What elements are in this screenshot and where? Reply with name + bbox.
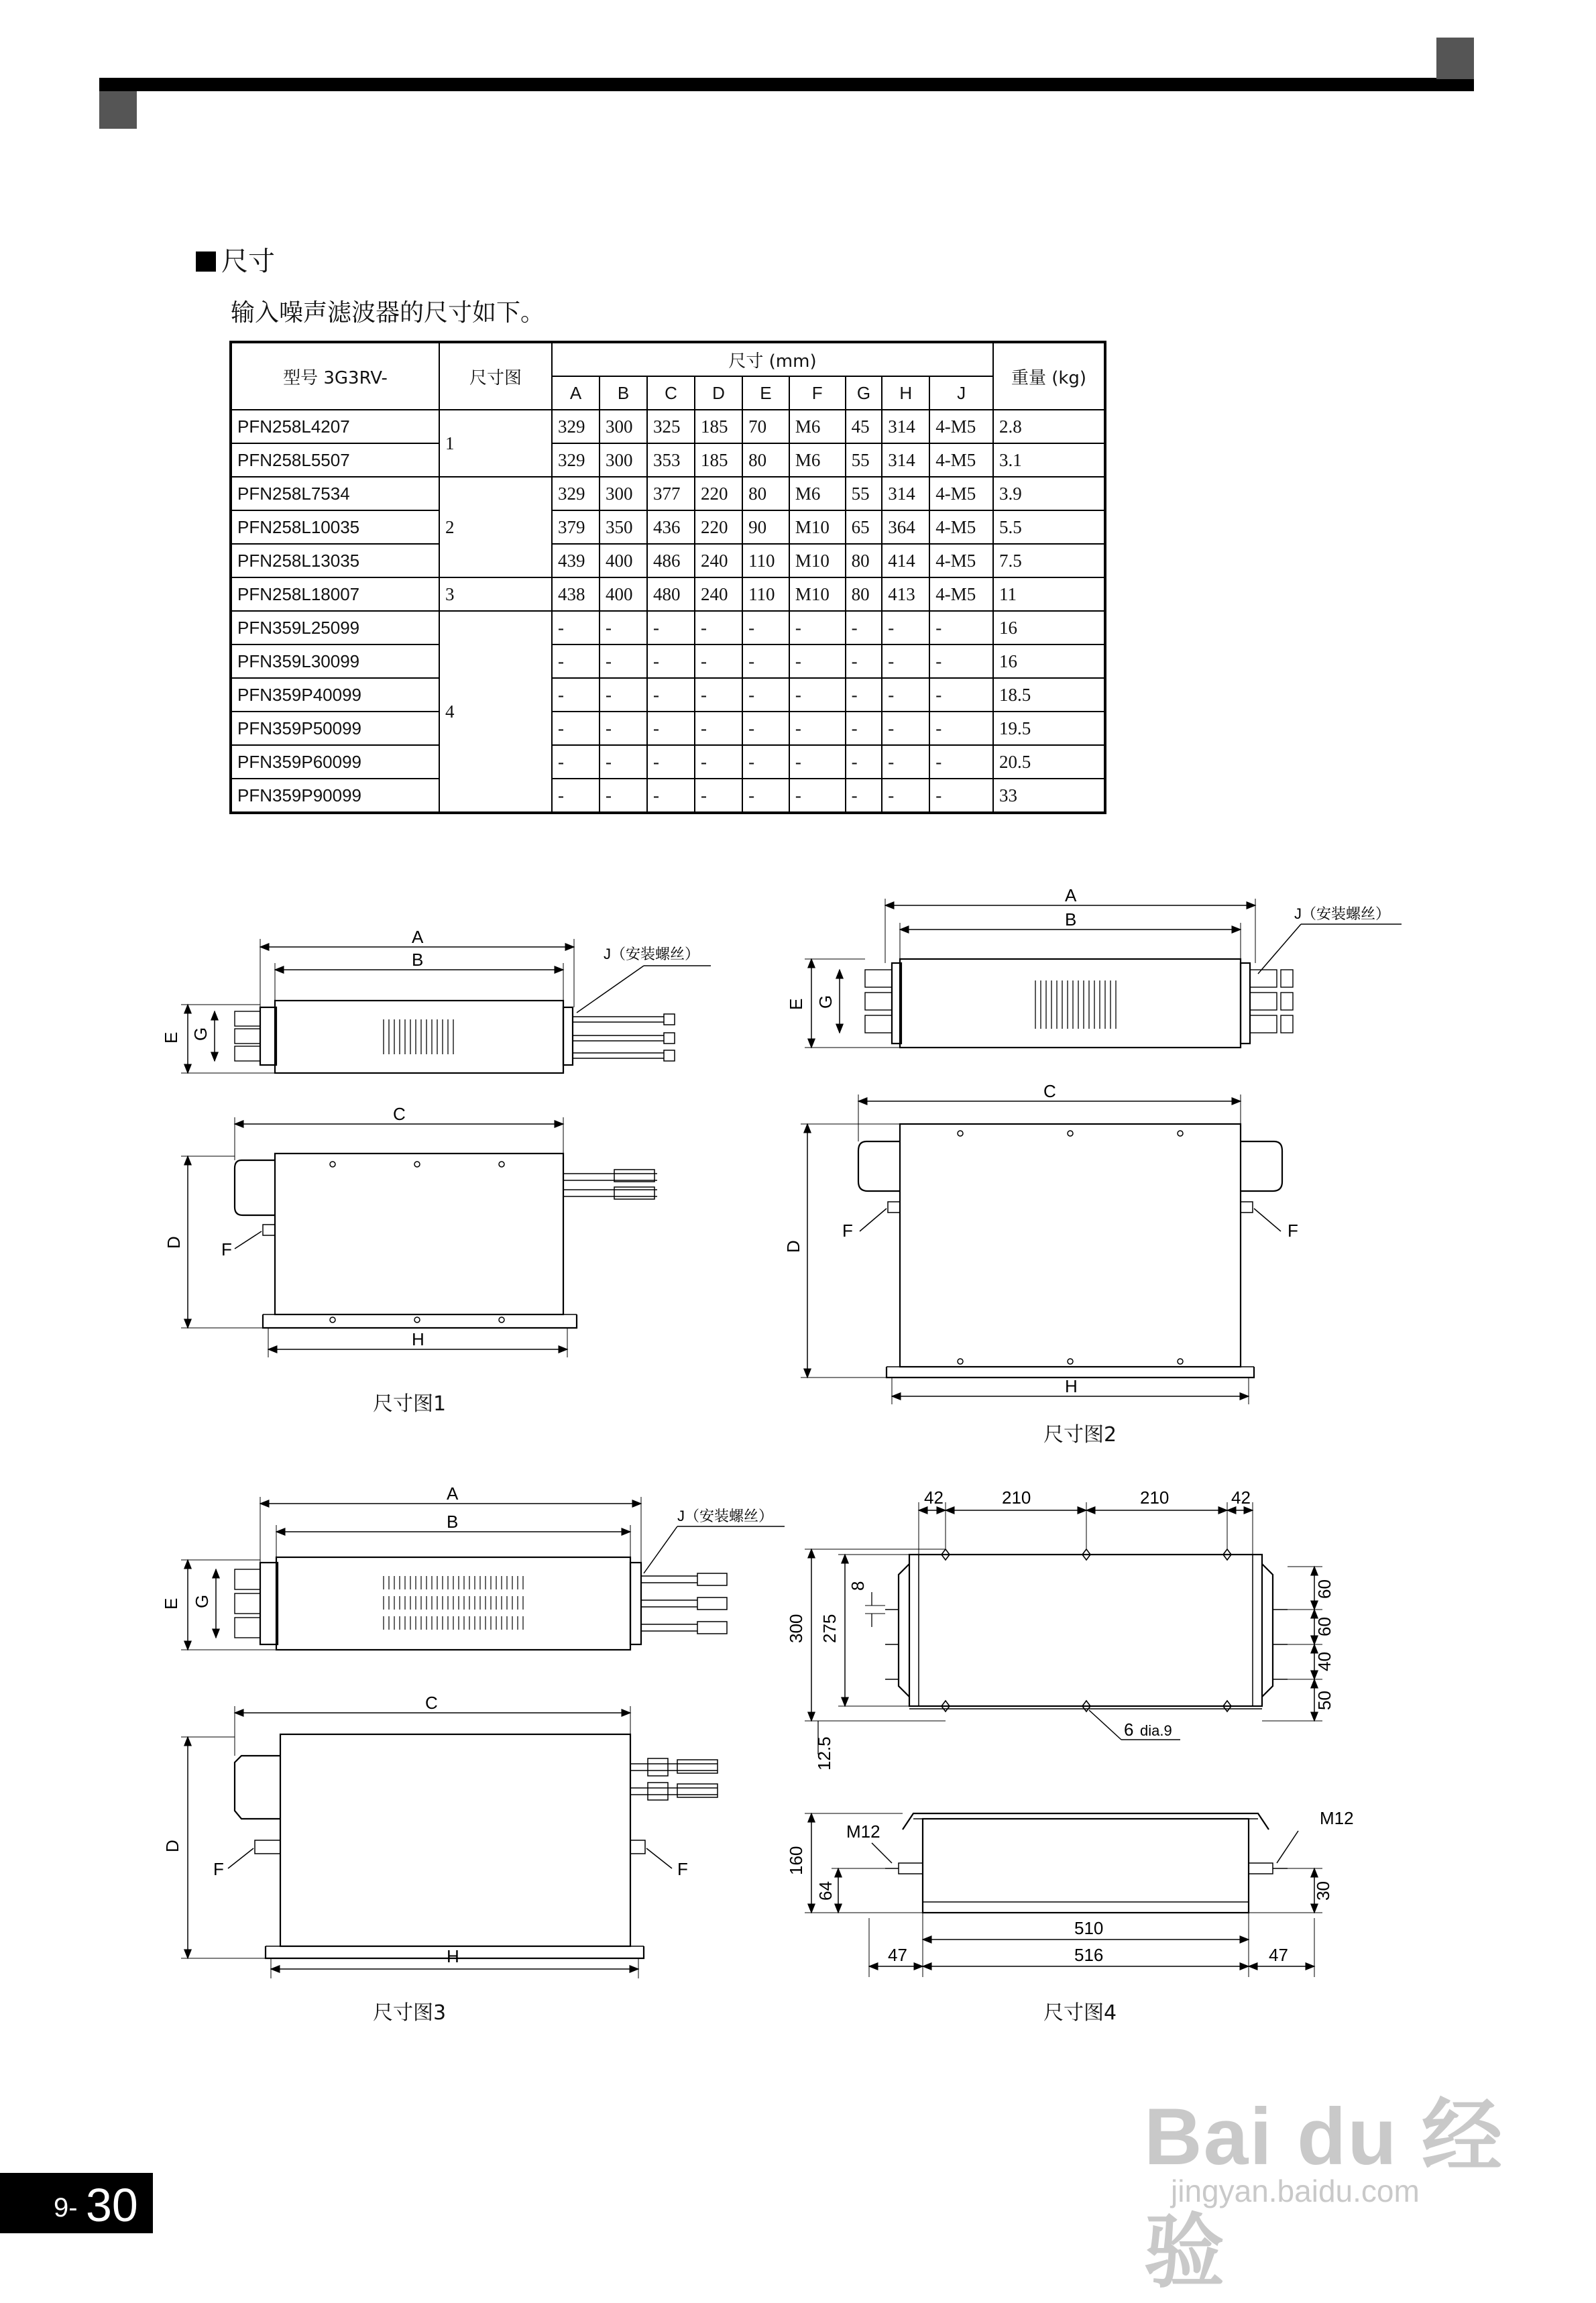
fig1-mount-screw: J（安装螺丝） [604, 946, 700, 962]
dim-cell-d: 240 [695, 544, 742, 577]
dim-cell-e: - [742, 611, 789, 644]
dim-cell-g: 80 [846, 577, 882, 611]
dim-cell-b: - [600, 644, 647, 678]
dim-cell-d: 185 [695, 410, 742, 443]
dim-cell-a: 438 [552, 577, 600, 611]
dim-cell-f: M6 [789, 410, 846, 443]
dim-cell-f: - [789, 712, 846, 745]
dim-cell-c: - [647, 678, 695, 712]
dim-cell-h: 364 [882, 510, 929, 544]
dim-cell-g: 55 [846, 443, 882, 477]
dim-cell-f: - [789, 611, 846, 644]
fig3-label-b: B [447, 1512, 459, 1532]
fig4-dim-64: 64 [815, 1881, 836, 1901]
model-cell: PFN359P40099 [231, 678, 439, 712]
fig4-dim-12-5: 12.5 [814, 1736, 834, 1771]
dim-cell-a: 329 [552, 443, 600, 477]
fig3-label-h: H [447, 1946, 459, 1966]
dim-cell-b: - [600, 611, 647, 644]
dim-cell-f: M10 [789, 510, 846, 544]
intro-text: 输入噪声滤波器的尺寸如下。 [231, 299, 545, 327]
dim-cell-c: 436 [647, 510, 695, 544]
header-col-f: F [789, 376, 846, 410]
model-cell: PFN359L30099 [231, 644, 439, 678]
fig2-label-a: A [1065, 885, 1077, 905]
dim-cell-b: - [600, 779, 647, 813]
dim-cell-e: 90 [742, 510, 789, 544]
weight-cell: 3.1 [993, 443, 1105, 477]
fig4-dim-210-right: 210 [1140, 1487, 1170, 1508]
dim-cell-a: 439 [552, 544, 600, 577]
header-fig: 尺寸图 [439, 342, 552, 410]
dim-cell-j: - [929, 712, 993, 745]
fig4-dim-30: 30 [1313, 1881, 1333, 1901]
model-cell: PFN359P50099 [231, 712, 439, 745]
dim-cell-a: - [552, 712, 600, 745]
dim-cell-j: - [929, 611, 993, 644]
dim-cell-e: - [742, 745, 789, 779]
fig1-label-b: B [412, 950, 424, 970]
dim-cell-g: - [846, 745, 882, 779]
watermark-url: jingyan.baidu.com [1171, 2174, 1420, 2208]
header-col-b: B [600, 376, 647, 410]
fig4-dim-160: 160 [786, 1846, 806, 1875]
fig4-dim-275: 275 [819, 1614, 840, 1643]
dim-cell-d: - [695, 644, 742, 678]
dim-cell-h: 314 [882, 443, 929, 477]
header-col-j: J [929, 376, 993, 410]
dim-cell-e: 70 [742, 410, 789, 443]
model-cell: PFN258L10035 [231, 510, 439, 544]
weight-cell: 20.5 [993, 745, 1105, 779]
fig-cell: 3 [439, 577, 552, 611]
dim-cell-f: M6 [789, 443, 846, 477]
fig3-label-d: D [162, 1840, 182, 1852]
weight-cell: 16 [993, 644, 1105, 678]
fig4-dim-510: 510 [1074, 1918, 1104, 1938]
dim-cell-f: M10 [789, 577, 846, 611]
dim-cell-b: 300 [600, 443, 647, 477]
dim-cell-j: - [929, 779, 993, 813]
header-col-h: H [882, 376, 929, 410]
dim-cell-h: - [882, 779, 929, 813]
fig3-front-view [181, 1706, 718, 1978]
fig4-dim-47-right: 47 [1269, 1945, 1288, 1965]
fig1-label-d: D [164, 1236, 184, 1249]
dim-cell-j: - [929, 745, 993, 779]
section-title: 尺寸 [196, 240, 275, 278]
weight-cell: 3.9 [993, 477, 1105, 510]
fig4-dim-210-left: 210 [1002, 1487, 1031, 1508]
dim-cell-a: - [552, 644, 600, 678]
dim-cell-g: - [846, 678, 882, 712]
fig2-label-e: E [786, 998, 806, 1010]
dim-cell-a: - [552, 779, 600, 813]
dim-cell-j: 4-M5 [929, 443, 993, 477]
header-col-a: A [552, 376, 600, 410]
fig2-label-b: B [1065, 909, 1077, 930]
dim-cell-f: M6 [789, 477, 846, 510]
model-cell: PFN258L18007 [231, 577, 439, 611]
fig4-hole-dia: dia.9 [1140, 1722, 1172, 1739]
dim-cell-h: 314 [882, 477, 929, 510]
dim-cell-e: 80 [742, 477, 789, 510]
fig4-dim-60-b: 60 [1314, 1617, 1334, 1636]
dim-cell-e: 110 [742, 544, 789, 577]
dim-cell-b: - [600, 745, 647, 779]
fig2-mount-screw: J（安装螺丝） [1294, 905, 1391, 922]
dim-cell-a: - [552, 745, 600, 779]
dim-cell-g: - [846, 779, 882, 813]
fig4-dim-60-a: 60 [1314, 1579, 1334, 1599]
model-cell: PFN258L4207 [231, 410, 439, 443]
fig1-label-g: G [190, 1027, 211, 1041]
page-number-prefix: 9- [54, 2193, 78, 2223]
fig3-label-g: G [192, 1594, 212, 1608]
header-col-d: D [695, 376, 742, 410]
fig1-label-e: E [161, 1031, 181, 1044]
dim-cell-c: - [647, 712, 695, 745]
fig1-label-f: F [221, 1239, 232, 1259]
weight-cell: 33 [993, 779, 1105, 813]
dim-cell-a: 329 [552, 410, 600, 443]
dim-cell-e: - [742, 779, 789, 813]
fig3-label-f-right: F [677, 1859, 688, 1879]
dim-cell-e: - [742, 712, 789, 745]
dim-cell-g: 80 [846, 544, 882, 577]
dim-cell-c: 480 [647, 577, 695, 611]
header-dims: 尺寸 (mm) [552, 342, 993, 376]
dim-cell-d: 240 [695, 577, 742, 611]
dim-cell-h: - [882, 712, 929, 745]
dim-cell-j: 4-M5 [929, 577, 993, 611]
model-cell: PFN258L13035 [231, 544, 439, 577]
header-col-e: E [742, 376, 789, 410]
fig2-label-h: H [1065, 1376, 1078, 1396]
page-number [0, 2173, 153, 2233]
dim-cell-h: - [882, 678, 929, 712]
fig2-front-view [801, 1094, 1282, 1404]
fig4-dim-42-left: 42 [924, 1487, 944, 1508]
dim-cell-f: - [789, 779, 846, 813]
header-col-c: C [647, 376, 695, 410]
dim-cell-e: - [742, 678, 789, 712]
fig4-dim-516: 516 [1074, 1945, 1104, 1965]
fig4-caption: 尺寸图4 [1043, 2001, 1117, 2025]
dim-cell-b: - [600, 712, 647, 745]
dim-cell-h: 314 [882, 410, 929, 443]
weight-cell: 7.5 [993, 544, 1105, 577]
header-model: 型号 3G3RV- [231, 342, 439, 410]
page-number-value: 30 [86, 2179, 138, 2231]
dim-cell-c: 325 [647, 410, 695, 443]
dim-cell-c: - [647, 644, 695, 678]
dim-cell-h: - [882, 611, 929, 644]
fig1-front-view [181, 1117, 657, 1357]
fig4-side-view [805, 1813, 1322, 1977]
dim-cell-f: - [789, 678, 846, 712]
fig4-dim-42-right: 42 [1231, 1487, 1251, 1508]
header-weight: 重量 (kg) [993, 342, 1105, 410]
dim-cell-e: 80 [742, 443, 789, 477]
dim-cell-j: 4-M5 [929, 544, 993, 577]
dim-cell-b: - [600, 678, 647, 712]
fig1-label-c: C [393, 1104, 406, 1124]
fig4-m12-right: M12 [1320, 1808, 1354, 1828]
model-cell: PFN359P90099 [231, 779, 439, 813]
dim-cell-a: 379 [552, 510, 600, 544]
dim-cell-d: - [695, 745, 742, 779]
fig4-dim-47-left: 47 [888, 1945, 907, 1965]
fig2-label-c: C [1043, 1081, 1056, 1101]
dim-cell-h: 413 [882, 577, 929, 611]
dim-cell-g: 65 [846, 510, 882, 544]
fig1-label-a: A [412, 927, 424, 947]
dim-cell-j: 4-M5 [929, 410, 993, 443]
dim-cell-c: 353 [647, 443, 695, 477]
dim-cell-j: 4-M5 [929, 477, 993, 510]
dim-cell-c: - [647, 779, 695, 813]
dim-cell-d: 220 [695, 510, 742, 544]
model-cell: PFN359P60099 [231, 745, 439, 779]
weight-cell: 19.5 [993, 712, 1105, 745]
dim-cell-c: 486 [647, 544, 695, 577]
fig4-dim-40: 40 [1314, 1652, 1334, 1671]
dim-cell-g: - [846, 712, 882, 745]
dim-cell-e: 110 [742, 577, 789, 611]
fig-cell: 2 [439, 477, 552, 577]
header-col-g: G [846, 376, 882, 410]
dim-cell-e: - [742, 644, 789, 678]
dim-cell-a: - [552, 611, 600, 644]
dim-cell-g: - [846, 611, 882, 644]
fig4-top-view [805, 1502, 1596, 1754]
dim-cell-c: - [647, 745, 695, 779]
dim-cell-d: - [695, 712, 742, 745]
dim-cell-f: M10 [789, 544, 846, 577]
dim-cell-b: 350 [600, 510, 647, 544]
dim-cell-c: - [647, 611, 695, 644]
fig3-label-f-left: F [213, 1859, 224, 1879]
watermark-brand: Bai du 经验 [1144, 2092, 1504, 2297]
fig4-m12-left: M12 [846, 1821, 880, 1842]
fig3-label-a: A [447, 1483, 459, 1504]
dim-cell-b: 300 [600, 410, 647, 443]
weight-cell: 11 [993, 577, 1105, 611]
dim-cell-h: - [882, 745, 929, 779]
fig1-caption: 尺寸图1 [373, 1392, 447, 1416]
dim-cell-d: - [695, 678, 742, 712]
model-cell: PFN258L5507 [231, 443, 439, 477]
fig2-label-d: D [783, 1240, 803, 1253]
model-cell: PFN258L7534 [231, 477, 439, 510]
fig4-dim-8: 8 [848, 1581, 868, 1591]
dim-cell-d: 185 [695, 443, 742, 477]
weight-cell: 18.5 [993, 678, 1105, 712]
dim-cell-g: - [846, 644, 882, 678]
model-cell: PFN359L25099 [231, 611, 439, 644]
dim-cell-g: 45 [846, 410, 882, 443]
dim-cell-f: - [789, 644, 846, 678]
fig-cell: 4 [439, 611, 552, 813]
dim-cell-d: - [695, 611, 742, 644]
fig4-dim-50: 50 [1314, 1691, 1334, 1710]
dim-cell-d: - [695, 779, 742, 813]
dim-cell-b: 400 [600, 577, 647, 611]
fig2-caption: 尺寸图2 [1043, 1423, 1117, 1447]
fig2-label-g: G [815, 995, 836, 1009]
dim-cell-j: 4-M5 [929, 510, 993, 544]
dim-cell-f: - [789, 745, 846, 779]
dim-cell-h: 414 [882, 544, 929, 577]
fig3-label-c: C [425, 1693, 438, 1713]
fig3-mount-screw: J（安装螺丝） [677, 1508, 774, 1524]
fig3-caption: 尺寸图3 [373, 2001, 447, 2025]
dim-cell-a: 329 [552, 477, 600, 510]
dim-cell-a: - [552, 678, 600, 712]
weight-cell: 16 [993, 611, 1105, 644]
dim-cell-d: 220 [695, 477, 742, 510]
dim-cell-c: 377 [647, 477, 695, 510]
dim-cell-g: 55 [846, 477, 882, 510]
dim-cell-b: 400 [600, 544, 647, 577]
fig2-label-f-left: F [842, 1221, 853, 1241]
fig4-hole-count: 6 [1124, 1720, 1134, 1740]
fig1-label-h: H [412, 1329, 424, 1349]
dim-cell-b: 300 [600, 477, 647, 510]
weight-cell: 2.8 [993, 410, 1105, 443]
fig2-label-f-right: F [1288, 1221, 1298, 1241]
dim-cell-j: - [929, 678, 993, 712]
dim-cell-j: - [929, 644, 993, 678]
fig4-dim-300: 300 [786, 1614, 806, 1643]
watermark [1144, 2052, 1520, 2297]
dim-cell-h: - [882, 644, 929, 678]
fig3-label-e: E [161, 1597, 181, 1610]
weight-cell: 5.5 [993, 510, 1105, 544]
fig-cell: 1 [439, 410, 552, 477]
